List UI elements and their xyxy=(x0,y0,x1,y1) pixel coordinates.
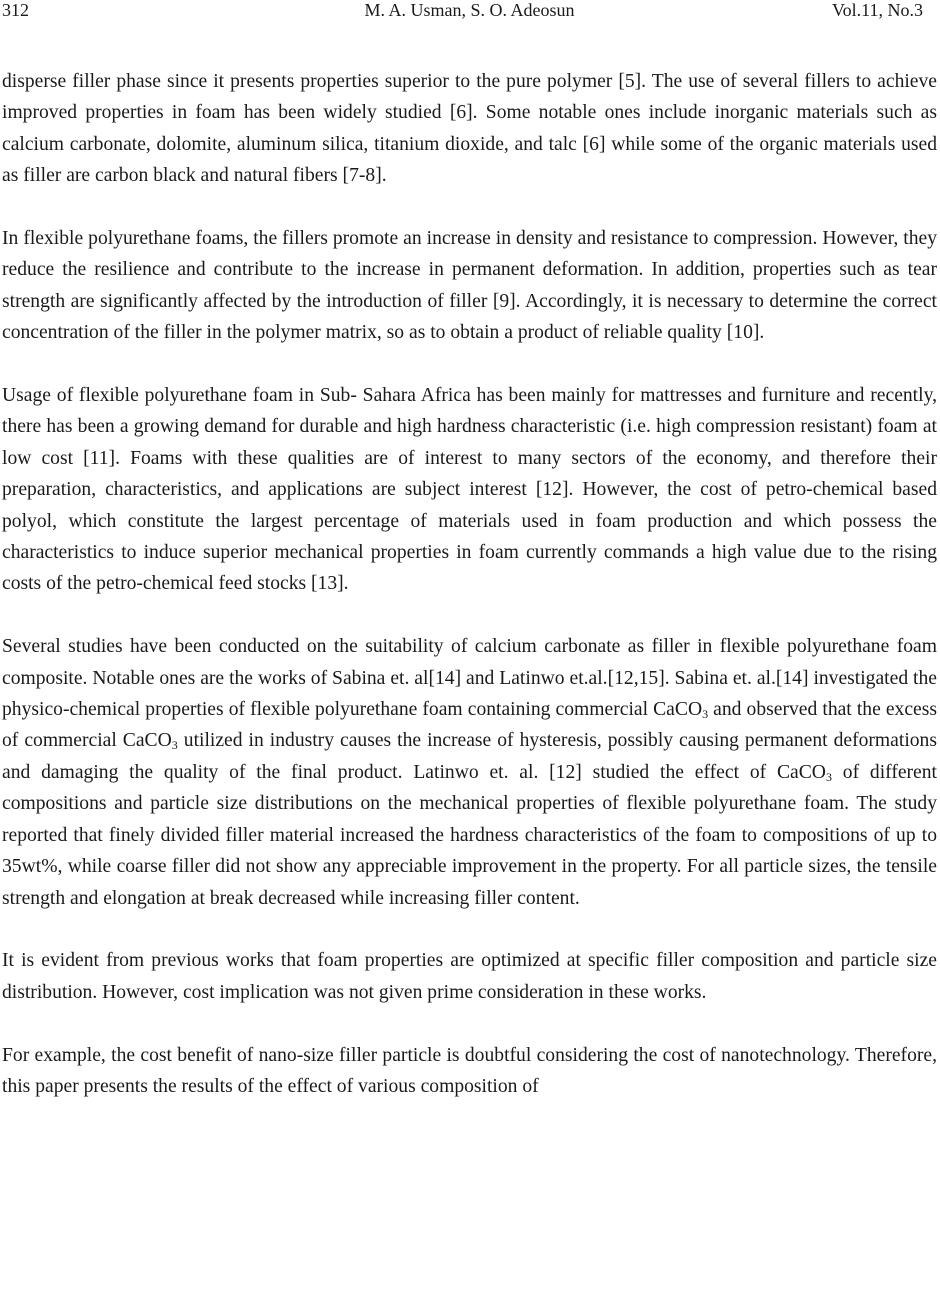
running-header xyxy=(2,0,937,22)
subscript-3: 3 xyxy=(825,769,832,784)
paragraph-4-part-a: Several studies have been conducted on the suitability of calcium carbonate as filler in flexible polyurethane foam composite. Notable ones are the works of Sabina et. al[14] and Latinwo et.al.[12,15]. Sabina et. al.[14] investigated the physico-chemical properties of flexible polyurethane foam containing commercial CaCO xyxy=(2,636,937,721)
subscript-3: 3 xyxy=(702,707,709,722)
paragraph-3: Usage of flexible polyurethane foam in Sub- Sahara Africa has been mainly for mattresses and furniture and recently, there has been a growing demand for durable and high hardness characteristic (i.e. high compression resistant) foam at low cost [11]. Foams with these qualities are of interest to many sectors of the economy, and therefore their preparation, characteristics, and applications are subject interest [12]. However, the cost of petro-chemical based polyol, which constitute the largest percentage of materials used in foam production and which possess the characteristics to induce superior mechanical properties in foam currently commands a high value due to the rising costs of the petro-chemical feed stocks [13]. xyxy=(2,385,937,595)
paragraph-4 xyxy=(2,631,937,914)
document-page xyxy=(2,0,937,1097)
paragraph-4-part-d: of different compositions and particle size distributions on the mechanical properties of flexible polyurethane foam. The study reported that finely divided filler material increased the hardness characteristics of the foam to compositions of up to 35wt%, while coarse filler did not show any appreciable improvement in the property. For all particle sizes, the tensile strength and elongation at break decreased while increasing filler content. xyxy=(2,761,937,909)
body-text xyxy=(2,66,937,1102)
paragraph-5: It is evident from previous works that foam properties are optimized at specific filler composition and particle size distribution. However, cost implication was not given prime consideration in these works. xyxy=(2,950,937,1003)
header-volume: Vol.11, No.3 xyxy=(831,0,923,20)
header-authors: M. A. Usman, S. O. Adeosun xyxy=(364,0,575,20)
paragraph-6: For example, the cost benefit of nano-size filler particle is doubtful considering the cost of nanotechnology. Therefore, this paper presents the results of the effect of various composition of xyxy=(2,1044,937,1097)
page-number: 312 xyxy=(2,0,29,20)
paragraph-4-part-b: and observed that the excess of commercial CaCO xyxy=(2,699,937,752)
paragraph-4-part-c: utilized in industry causes the increase of hysteresis, possibly causing permanent deformations and damaging the quality of the final product. Latinwo et. al. [12] studied the effect of CaCO xyxy=(2,730,937,783)
paragraph-1: disperse filler phase since it presents properties superior to the pure polymer [5]. The use of several fillers to achieve improved properties in foam has been widely studied [6]. Some notable ones include inorganic materials such as calcium carbonate, dolomite, aluminum silica, titanium dioxide, and talc [6] while some of the organic materials used as filler are carbon black and natural fibers [7-8]. xyxy=(2,71,937,187)
paragraph-2: In flexible polyurethane foams, the fillers promote an increase in density and resistance to compression. However, they reduce the resilience and contribute to the increase in permanent deformation. In addition, properties such as tear strength are significantly affected by the introduction of filler [9]. Accordingly, it is necessary to determine the correct concentration of the filler in the polymer matrix, so as to obtain a product of reliable quality [10]. xyxy=(2,228,937,344)
subscript-3: 3 xyxy=(171,738,178,753)
